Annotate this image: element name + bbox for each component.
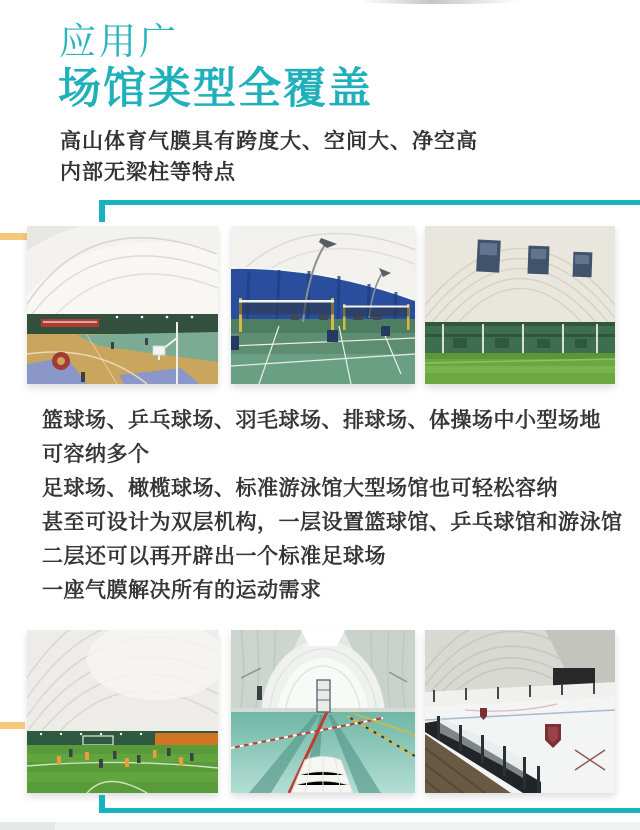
badminton-courts-dome-photo	[231, 226, 415, 384]
swimming-pool-illustration	[231, 630, 415, 793]
section-kicker: 应用广	[59, 21, 179, 62]
description-line-6: 一座气膜解决所有的运动需求	[42, 579, 322, 602]
left-accent-bar-top	[0, 233, 27, 240]
description-line-1: 篮球场、乒乓球场、羽毛球场、排球场、体操场中小型场地	[42, 409, 601, 432]
soccer-field-dome-photo	[27, 630, 218, 793]
top-edge-shadow	[360, 0, 520, 4]
subtitle-line-2: 内部无梁柱等特点	[60, 161, 236, 184]
description-text	[42, 404, 622, 608]
bottom-bracket-line	[99, 808, 640, 813]
basketball-court-illustration	[27, 226, 218, 384]
description-line-4: 甚至可设计为双层机构，一层设置篮球馆、乒乓球馆和游泳馆	[42, 511, 623, 534]
left-accent-bar-bottom	[0, 722, 25, 729]
basketball-court-dome-photo	[27, 226, 218, 384]
turf-field-mezzanine-dome-photo	[425, 226, 615, 384]
ice-rink-illustration	[425, 630, 615, 793]
badminton-courts-illustration	[231, 226, 415, 384]
next-section-edge	[0, 822, 640, 830]
page-title: 场馆类型全覆盖	[58, 65, 373, 113]
swimming-pool-dome-photo	[231, 630, 415, 793]
description-line-3: 足球场、橄榄球场、标准游泳馆大型场馆也可轻松容纳	[42, 477, 558, 500]
ice-rink-dome-photo	[425, 630, 615, 793]
description-line-5: 二层还可以再开辟出一个标准足球场	[42, 545, 386, 568]
turf-field-illustration	[425, 226, 615, 384]
next-section-edge-left	[0, 822, 55, 830]
top-bracket-corner	[99, 200, 105, 222]
top-bracket-line	[99, 200, 640, 205]
subtitle	[60, 126, 478, 188]
soccer-field-illustration	[27, 630, 218, 793]
subtitle-line-1: 高山体育气膜具有跨度大、空间大、净空高	[60, 130, 478, 153]
description-line-2: 可容纳多个	[42, 443, 150, 466]
